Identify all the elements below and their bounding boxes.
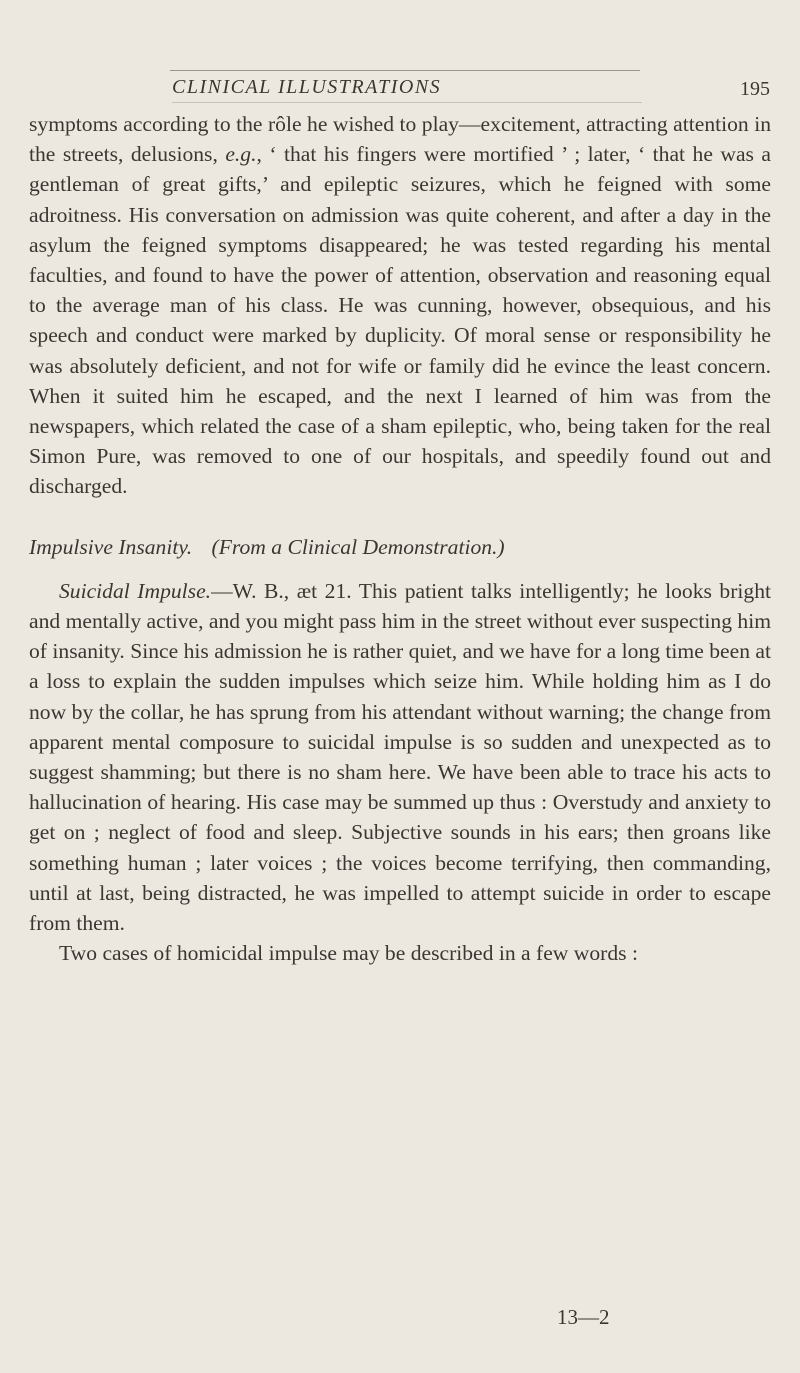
paragraph: Two cases of homicidal impulse may be described in a few words :: [59, 941, 638, 966]
body-text: [29, 109, 771, 968]
paragraph-lead: Suicidal Impulse.: [59, 578, 212, 603]
section-heading: [29, 532, 771, 562]
page-number: 195: [740, 78, 770, 100]
abbrev-eg: e.g.: [225, 142, 257, 167]
paragraph: symptoms according to the rôle he wished to play—excitement, attracting attention in the streets, delusions, e.g., ‘ that his fingers were mortified ’ ; later, ‘ that he was a gentleman of great gifts,’ and epileptic seizures, which he feigned with some adroitness. His conversation on admission was quite coherent, and after a day in the asylum the feigned symptoms disappeared; he was tested regarding his mental faculties, and found to have the power of attention, observation and reasoning equal to the average man of his class. He was cunning, however, obsequious, and his speech and conduct were marked by duplicity. Of moral sense or responsibility he was absolutely deficient, and not for wife or family did he evince the least concern. When it suited him he escaped, and the next I learned of him was from the newspapers, which related the case of a sham epileptic, who, being taken for the real Simon Pure, was removed to one of our hospitals, and speedily found out and discharged.: [29, 112, 771, 499]
paragraph: [29, 576, 771, 938]
signature-mark: 13—2: [557, 1305, 610, 1329]
paragraph-text: —W. B., æt 21. This patient talks intelligently; he looks bright and mentally active, and you might pass him in the street without ever suspecting him of insanity. Since his admission he is rather quiet, and we have for a long time been at a loss to explain the sudden impulses which seize him. While holding him as I do now by the collar, he has sprung from his attendant without warning; the change from apparent mental composure to suicidal impulse is so sudden and unexpected as to suggest shamming; but there is no sham here. We have been able to trace his acts to hallucination of hearing. His case may be summed up thus : Overstudy and anxiety to get on ; neglect of food and sleep. Subjective sounds in his ears; then groans like something human ; later voices ; the voices become terrifying, then commanding, until at last, being distracted, he was impelled to attempt suicide in order to escape from them.: [29, 578, 772, 936]
header-rule: [172, 102, 642, 103]
section-source: (From a Clinical Demonstration.): [211, 534, 505, 559]
top-rule: [170, 70, 640, 71]
section-title: Impulsive Insanity.: [29, 534, 193, 559]
running-head: CLINICAL ILLUSTRATIONS: [172, 76, 442, 98]
